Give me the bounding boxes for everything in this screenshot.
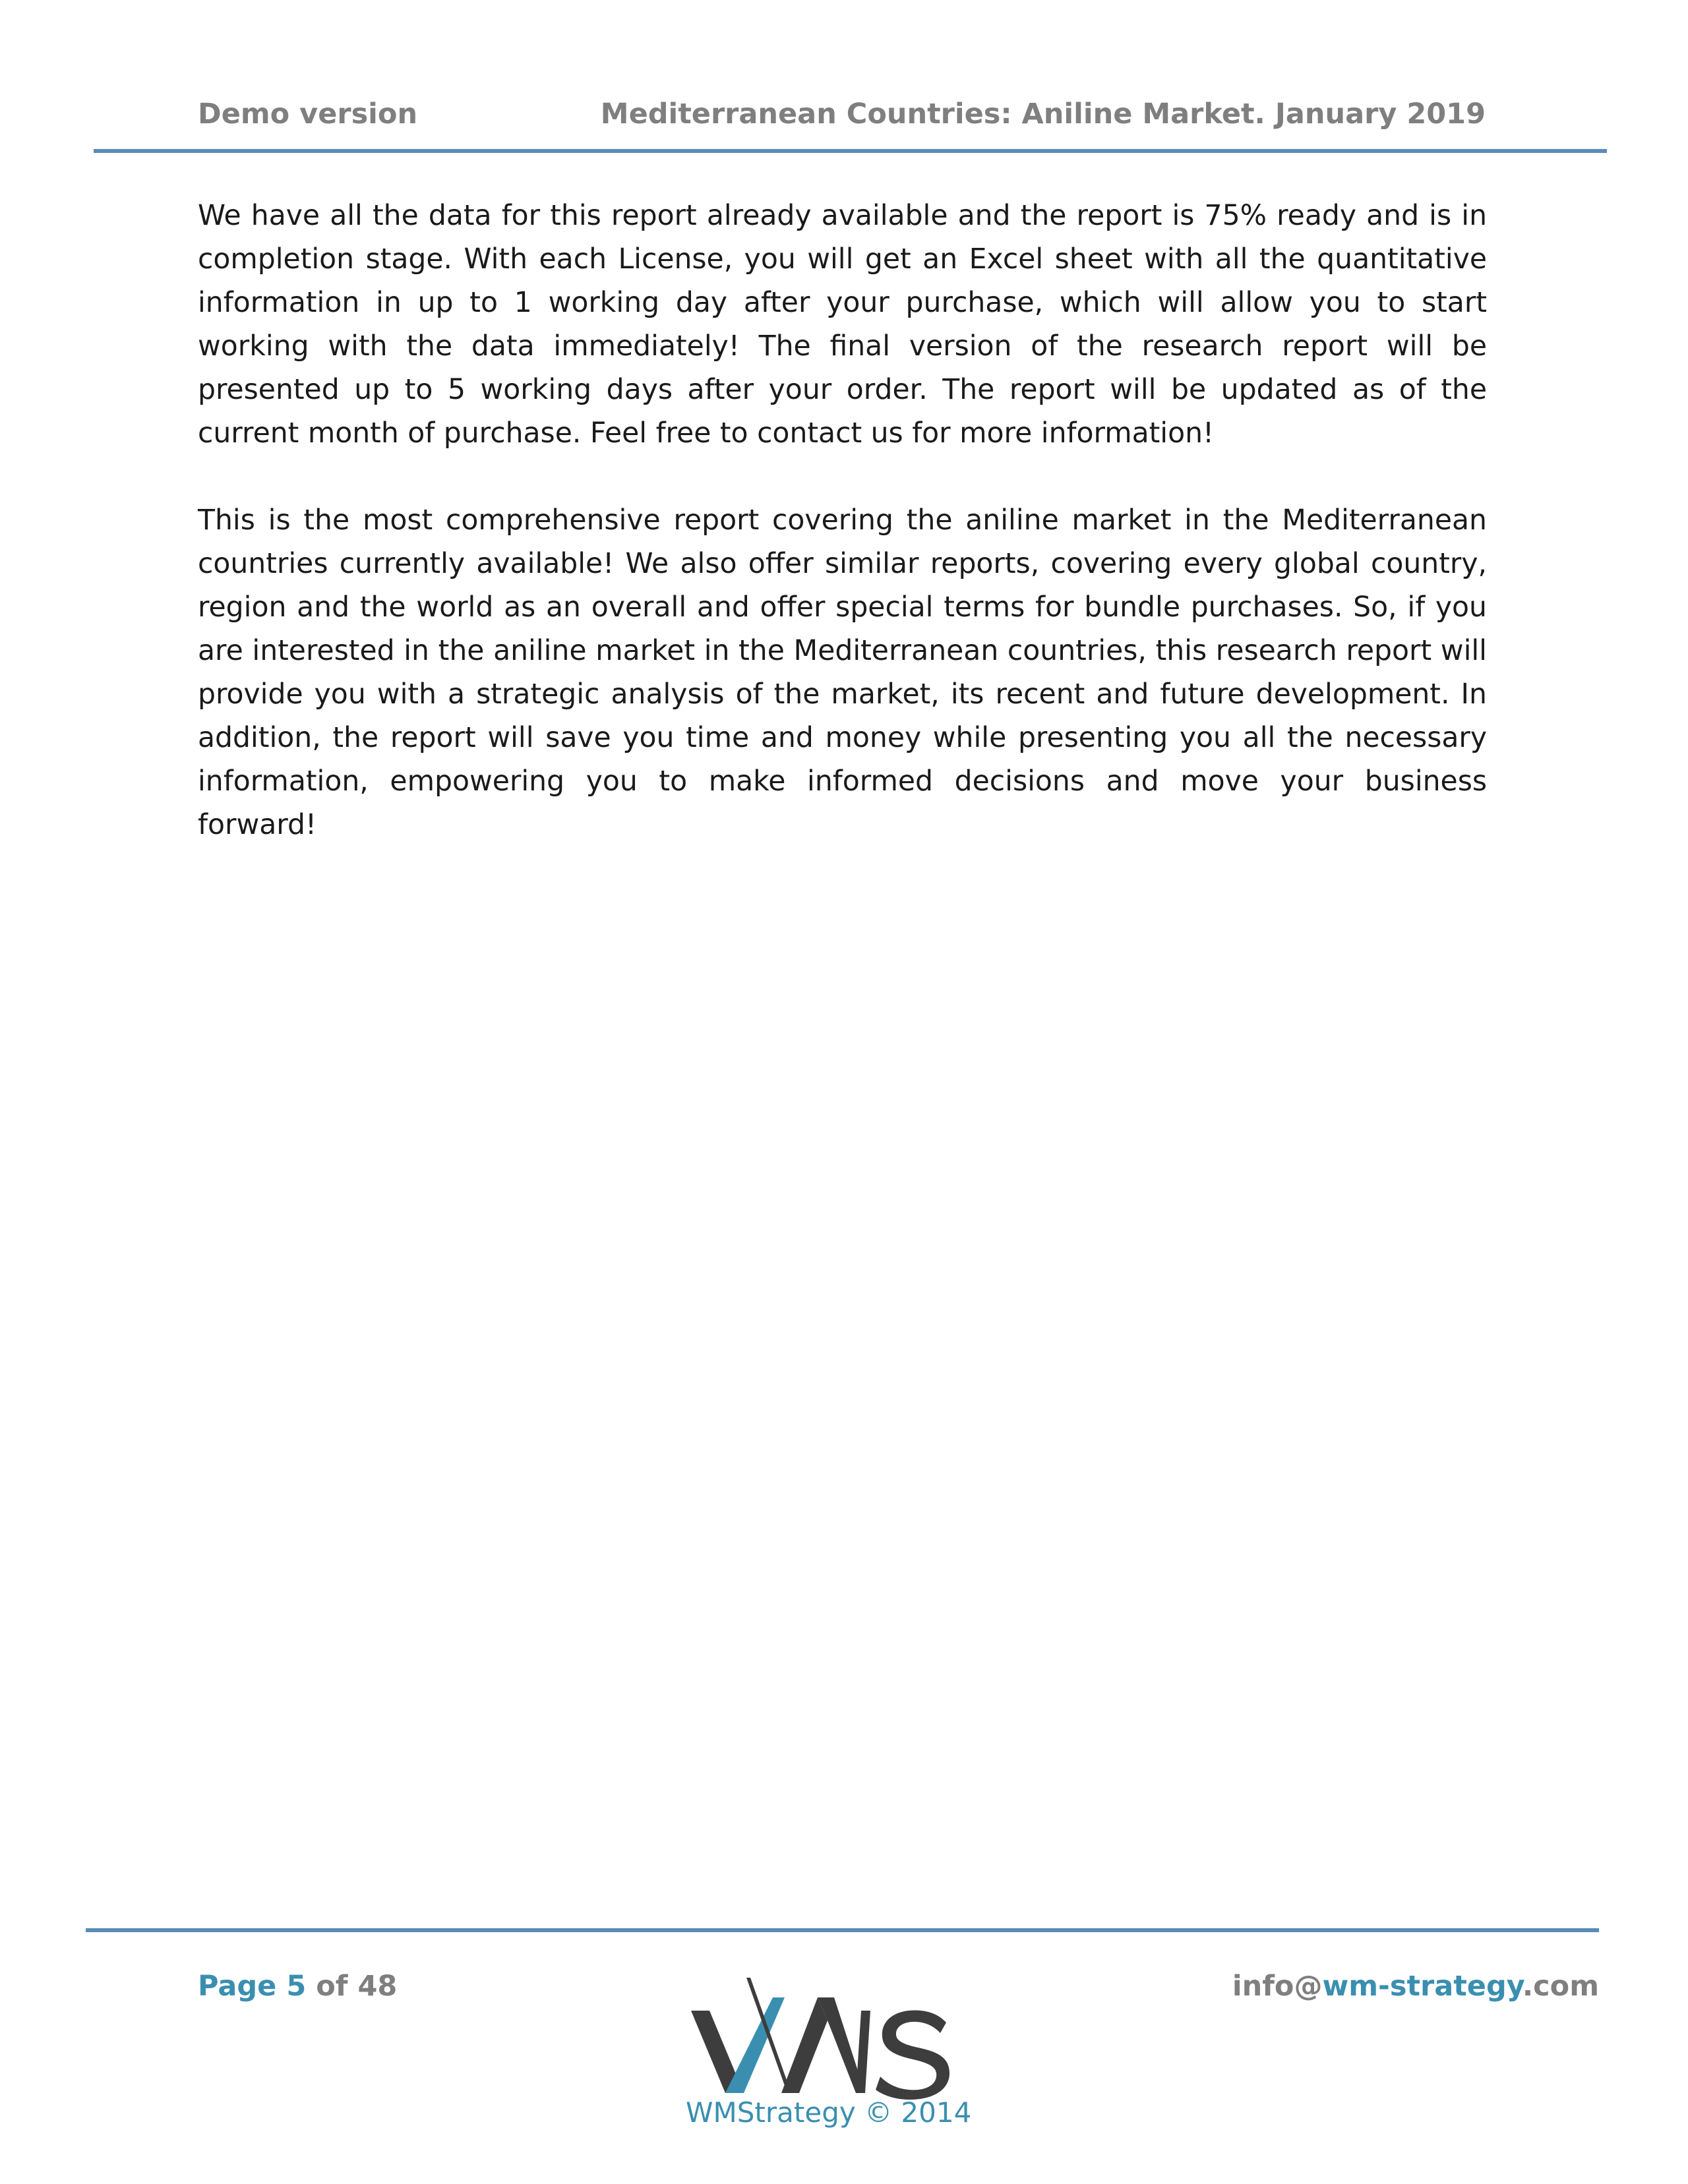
header-divider xyxy=(94,149,1607,153)
logo-w-accent-stroke xyxy=(725,1997,785,2093)
email-domain: wm-strategy xyxy=(1322,1970,1522,2003)
email-tld: .com xyxy=(1522,1970,1599,2003)
paragraph-coverage: This is the most comprehensive report covering the aniline market in the Mediterranean countries currently available! We also offer similar reports, covering every global country, region and the world as an overall and offer special terms for bundle purchases. So, if you are interested in the aniline market in the Mediterranean countries, this research report will provide you with a strategic analysis of the market, its recent and future development. In addition, the report will save you time and money while presenting you all the necessary information, empowering you to make informed decisions and move your business forward! xyxy=(198,504,1487,841)
page-current: 5 xyxy=(286,1970,307,2003)
page-number xyxy=(198,1970,397,2003)
email-user: info@ xyxy=(1232,1970,1323,2003)
logo-w-thin-stroke xyxy=(746,1978,791,2093)
logo-caption: WMStrategy © 2014 xyxy=(686,2096,972,2129)
logo-s-letter xyxy=(876,2011,950,2100)
footer-divider xyxy=(86,1928,1599,1932)
header-demo-label: Demo version xyxy=(198,98,418,131)
wms-logo xyxy=(686,1971,963,2103)
contact-email[interactable] xyxy=(1232,1970,1599,2003)
report-body xyxy=(198,194,1487,891)
logo-m-stroke-1 xyxy=(781,1997,828,2093)
page-word: Page xyxy=(198,1970,277,2003)
header-report-title: Mediterranean Countries: Aniline Market. January 2019 xyxy=(600,98,1486,131)
logo-m-stroke-3 xyxy=(856,2011,870,2093)
page-total: 48 xyxy=(357,1970,398,2003)
paragraph-availability: We have all the data for this report already available and the report is 75% ready and is in completion stage. With each License, you will get an Excel sheet with all the quantitative information in up to 1 working day after your purchase, which will allow you to start working with the data immediately! The final version of the research report will be presented up to 5 working days after your order. The report will be updated as of the current month of purchase. Feel free to contact us for more information! xyxy=(198,200,1487,450)
page-of: of xyxy=(316,1970,348,2003)
